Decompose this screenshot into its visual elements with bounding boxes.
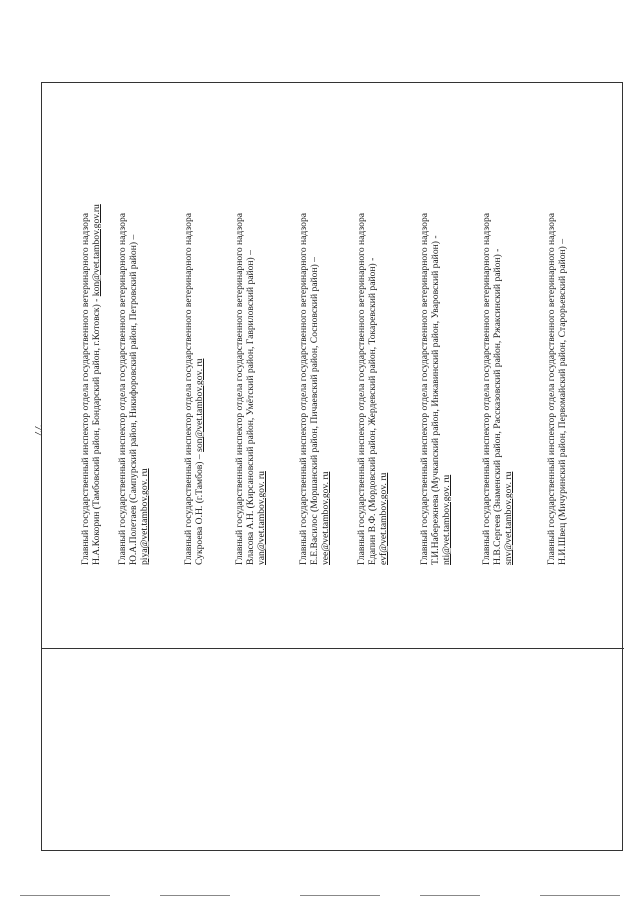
inspector-entry-8 — [481, 213, 514, 565]
inspector-entry-6 — [356, 213, 389, 565]
email-link[interactable]: van@vet.tambov.gov. ru — [256, 471, 267, 565]
entry-details: Т.И.Набережнева (Мучкапский район, Инжавинский район, Уваровский район) - — [430, 235, 441, 565]
email-link[interactable]: nti@vet.tambov.gov. ru — [441, 474, 452, 565]
scan-artifact — [540, 895, 620, 896]
entry-title: Главный государственный инспектор отдела государственного ветеринарного надзора — [481, 213, 492, 565]
column-divider — [42, 648, 624, 649]
email-link[interactable]: vee@vet.tambov.gov. ru — [320, 471, 331, 565]
scan-artifact — [20, 895, 110, 896]
entry-title: Главный государственный инспектор отдела государственного ветеринарного надзора — [117, 213, 128, 565]
entry-details: Сукроева О.Н. (г.Тамбов) – son@vet.tambov.gov. ru — [194, 358, 205, 565]
email-link[interactable]: piya@vet.tambov.gov. ru — [139, 468, 150, 565]
entry-details: Едапин В.Ф. (Мордовский район, Жердевский район, Токаревский район) - — [367, 257, 378, 565]
entry-details: Ю.А.Полетаев (Сампурский район, Никифоровский район, Петровский район) – — [128, 234, 139, 565]
entry-details: Е.Е.Василос (Моршанский район, Пичаевский район, Сосновский район) – — [309, 257, 320, 565]
email-link[interactable]: evf@vet.tambov.gov. ru — [378, 472, 389, 565]
entry-title: Главный государственный инспектор отдела государственного ветеринарного надзора — [183, 213, 194, 565]
inspector-entry-3 — [183, 213, 205, 565]
email-link[interactable]: snv@vet.tambov.gov. ru — [503, 471, 514, 565]
inspector-entry-4 — [234, 213, 267, 565]
entry-details: Власова А.Н. (Кирсановский район, Умётский район, Гавриловский район) – — [245, 250, 256, 565]
entry-title: Главный государственный инспектор отдела государственного ветеринарного надзора — [356, 213, 367, 565]
entry-title: Главный государственный инспектор отдела государственного ветеринарного надзора — [546, 213, 557, 565]
entry-details: Н.А.Кокорин (Тамбовский район, Бондарский район, г.Котовск) - kon@vet.tambov.gov.ru — [91, 204, 102, 565]
entry-title: Главный государственный инспектор отдела государственного ветеринарного надзора — [419, 213, 430, 565]
scan-artifact — [160, 895, 230, 896]
email-link[interactable]: kon@vet.tambov.gov.ru — [91, 204, 102, 297]
scan-artifact — [300, 895, 380, 896]
email-link[interactable]: son@vet.tambov.gov. ru — [194, 358, 205, 452]
inspector-entry-1 — [80, 204, 102, 565]
inspector-entry-7 — [419, 213, 452, 565]
entry-details: Н.И.Швец (Мичуринский район, Первомайский район, Старорьевский район) – — [557, 238, 568, 565]
page-number: 77 — [32, 425, 44, 436]
inspector-entry-9 — [546, 213, 568, 565]
scan-artifact — [420, 895, 480, 896]
entry-details: Н.В.Сергеев (Знаменский район, Рассказовский район, Ржаксинский район) - — [492, 248, 503, 565]
entry-title: Главный государственный инспектор отдела государственного ветеринарного надзора — [80, 213, 91, 565]
inspector-entry-5 — [298, 213, 331, 565]
entry-title: Главный государственный инспектор отдела государственного ветеринарного надзора — [234, 213, 245, 565]
entry-title: Главный государственный инспектор отдела государственного ветеринарного надзора — [298, 213, 309, 565]
inspector-entry-2 — [117, 213, 150, 565]
